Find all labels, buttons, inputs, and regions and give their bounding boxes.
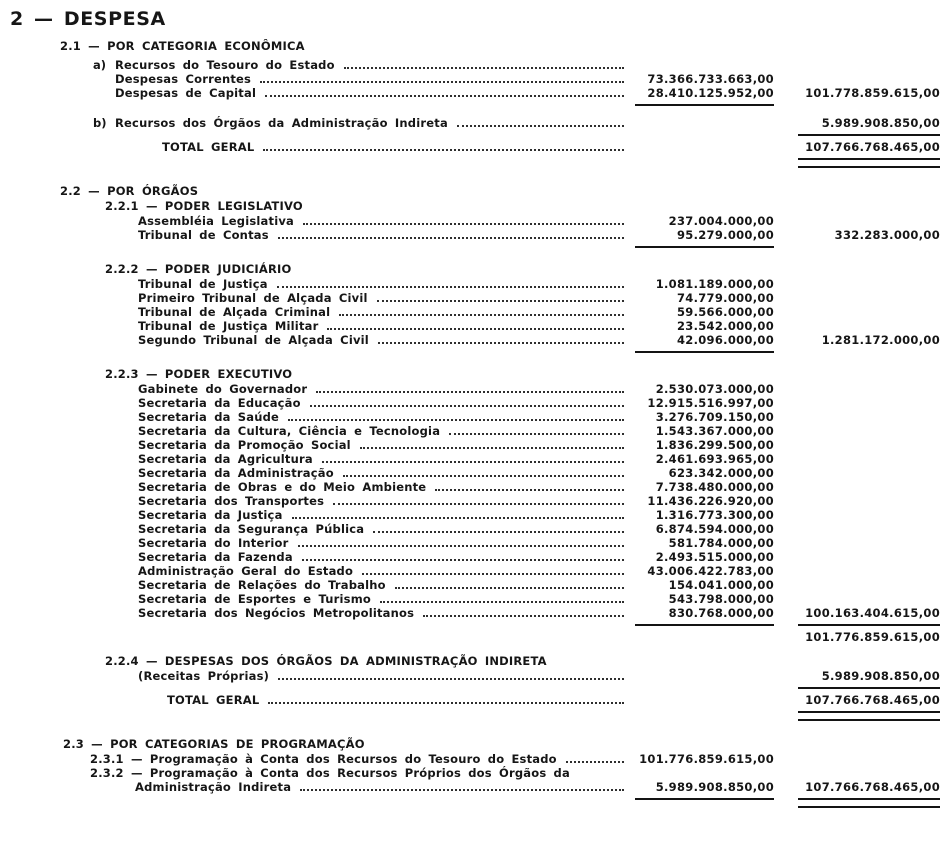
amount-col2: 1.281.172.000,00 (821, 333, 940, 347)
item-label: Secretaria de Esportes e Turismo (138, 592, 372, 606)
dotted-leader (300, 789, 624, 791)
dotted-leader (344, 67, 624, 69)
total-label: TOTAL GERAL (167, 693, 260, 707)
line-item (5, 72, 940, 86)
item-label: Secretaria da Educação (138, 396, 301, 410)
item-label: Secretaria dos Negócios Metropolitanos (138, 606, 415, 620)
amount-col2: 107.766.768.465,00 (805, 693, 940, 707)
amount-col1: 7.738.480.000,00 (655, 480, 774, 494)
sum-line-col2 (798, 134, 940, 136)
dotted-leader (343, 475, 624, 477)
amount-col1: 830.768.000,00 (668, 606, 774, 620)
subtotal-row (5, 630, 940, 644)
total-row (5, 140, 940, 154)
dotted-leader (362, 573, 624, 575)
sum-rule-row (5, 246, 940, 250)
line-item (5, 780, 940, 794)
line-item (5, 410, 940, 424)
line-item (5, 319, 940, 333)
line-item (5, 578, 940, 592)
dotted-leader (292, 517, 624, 519)
line-item (5, 58, 940, 72)
item-label: Secretaria da Justiça (138, 508, 283, 522)
line-item (5, 766, 940, 780)
line-item (5, 480, 940, 494)
line-item (5, 333, 940, 347)
dotted-leader (322, 461, 624, 463)
section-heading-label: 2.1 — POR CATEGORIA ECONÔMICA (60, 39, 305, 53)
subsection-heading-2-2-3 (5, 367, 940, 382)
amount-col2: 107.766.768.465,00 (805, 140, 940, 154)
item-label: Despesas de Capital (115, 86, 257, 100)
dotted-leader (277, 286, 624, 288)
sum-line-col2 (798, 711, 940, 713)
dotted-leader (298, 545, 625, 547)
section-heading-2-2 (5, 184, 940, 199)
line-item (5, 214, 940, 228)
amount-col1: 623.342.000,00 (668, 466, 774, 480)
item-marker: a) (93, 58, 107, 72)
item-label: Secretaria de Obras e do Meio Ambiente (138, 480, 427, 494)
line-item (5, 228, 940, 242)
item-label: 2.3.1 — Programação à Conta dos Recursos do Tesouro do Estado (90, 752, 557, 766)
sum-rule-row (5, 798, 940, 802)
amount-col1: 1.836.299.500,00 (655, 438, 774, 452)
amount-col1: 28.410.125.952,00 (647, 86, 774, 100)
line-item (5, 550, 940, 564)
sum-rule-row (5, 166, 940, 170)
line-item (5, 508, 940, 522)
line-item (5, 277, 940, 291)
sum-line-col1 (635, 798, 774, 800)
amount-col1: 11.436.226.920,00 (647, 494, 774, 508)
dotted-leader (449, 433, 624, 435)
dotted-leader (423, 615, 624, 617)
amount-col1: 1.543.367.000,00 (655, 424, 774, 438)
line-item (5, 564, 940, 578)
subsection-heading-2-2-2 (5, 262, 940, 277)
item-label: Tribunal de Justiça (138, 277, 268, 291)
sum-rule-row (5, 806, 940, 810)
dotted-leader (457, 125, 624, 127)
amount-col1: 2.461.693.965,00 (655, 452, 774, 466)
sum-line-col1 (635, 624, 774, 626)
line-item (5, 396, 940, 410)
subsection-heading-label: 2.2.2 — PODER JUDICIÁRIO (105, 262, 292, 276)
section-heading-2-1 (5, 39, 940, 54)
section-heading-2-3 (5, 737, 940, 752)
item-label: Secretaria do Interior (138, 536, 289, 550)
item-label: Recursos dos Órgãos da Administração Indireta (115, 116, 448, 130)
dotted-leader (303, 223, 624, 225)
amount-col2: 5.989.908.850,00 (821, 669, 940, 683)
item-label: Secretaria da Fazenda (138, 550, 293, 564)
amount-col1: 59.566.000,00 (676, 305, 774, 319)
dotted-leader (268, 702, 624, 704)
dotted-leader (316, 391, 624, 393)
line-item (5, 438, 940, 452)
page-title: 2 — DESPESA (10, 8, 166, 30)
amount-col1: 43.006.422.783,00 (647, 564, 774, 578)
amount-col2: 100.163.404.615,00 (805, 606, 940, 620)
amount-col1: 237.004.000,00 (668, 214, 774, 228)
amount-col1: 2.493.515.000,00 (655, 550, 774, 564)
item-label: Gabinete do Governador (138, 382, 308, 396)
item-label: Tribunal de Justiça Militar (138, 319, 319, 333)
dotted-leader (373, 531, 624, 533)
amount-col2: 332.283.000,00 (834, 228, 940, 242)
dotted-leader (333, 503, 624, 505)
item-label: Administração Indireta (135, 780, 292, 794)
line-item (5, 424, 940, 438)
sum-rule-row (5, 158, 940, 162)
total-row (5, 693, 940, 707)
item-label: Tribunal de Contas (138, 228, 269, 242)
sum-line-col2 (798, 624, 940, 626)
amount-col1: 154.041.000,00 (668, 578, 774, 592)
line-item (5, 291, 940, 305)
line-item (5, 382, 940, 396)
sum-line-col2 (798, 798, 940, 800)
item-label: Secretaria da Promoção Social (138, 438, 351, 452)
line-item (5, 86, 940, 100)
amount-col1: 23.542.000,00 (676, 319, 774, 333)
subsection-heading-2-2-1 (5, 199, 940, 214)
amount-col2: 101.778.859.615,00 (805, 86, 940, 100)
item-label: Assembléia Legislativa (138, 214, 294, 228)
amount-col1: 95.279.000,00 (676, 228, 774, 242)
line-item (5, 305, 940, 319)
item-label: Secretaria da Segurança Pública (138, 522, 365, 536)
subsection-heading-label: 2.2.3 — PODER EXECUTIVO (105, 367, 293, 381)
amount-col2: 5.989.908.850,00 (821, 116, 940, 130)
dotted-leader (288, 419, 624, 421)
line-item (5, 669, 940, 683)
dotted-leader (263, 149, 624, 151)
item-label: Tribunal de Alçada Criminal (138, 305, 331, 319)
line-item (5, 536, 940, 550)
amount-col1: 1.081.189.000,00 (655, 277, 774, 291)
sum-line-col2 (798, 806, 940, 808)
line-item (5, 752, 940, 766)
dotted-leader (278, 678, 624, 680)
total-label: TOTAL GERAL (162, 140, 255, 154)
item-label: Recursos do Tesouro do Estado (115, 58, 335, 72)
dotted-leader (339, 314, 624, 316)
dotted-leader (435, 489, 624, 491)
sum-rule-row (5, 104, 940, 108)
item-label: Administração Geral do Estado (138, 564, 354, 578)
item-label: Secretaria da Administração (138, 466, 334, 480)
sum-rule-row (5, 687, 940, 691)
item-label: Secretaria da Cultura, Ciência e Tecnologia (138, 424, 441, 438)
sum-line-col1 (635, 351, 774, 353)
dotted-leader (360, 447, 624, 449)
dotted-leader (302, 559, 624, 561)
item-label: Secretaria de Relações do Trabalho (138, 578, 386, 592)
line-item (5, 522, 940, 536)
dotted-leader (327, 328, 624, 330)
amount-col1: 12.915.516.997,00 (647, 396, 774, 410)
amount-col1: 5.989.908.850,00 (655, 780, 774, 794)
amount-col1: 73.366.733.663,00 (647, 72, 774, 86)
line-item (5, 452, 940, 466)
line-item (5, 592, 940, 606)
amount-col2: 101.776.859.615,00 (805, 630, 940, 644)
sum-line-col2 (798, 158, 940, 160)
sum-line-col2 (798, 719, 940, 721)
line-item (5, 116, 940, 130)
amount-col1: 543.798.000,00 (668, 592, 774, 606)
sum-line-col2 (798, 166, 940, 168)
item-marker: b) (93, 116, 107, 130)
subsection-heading-label: 2.2.4 — DESPESAS DOS ÓRGÃOS DA ADMINISTRAÇÃO INDIRETA (105, 654, 547, 668)
item-label: Secretaria dos Transportes (138, 494, 325, 508)
sum-line-col2 (798, 687, 940, 689)
line-item (5, 466, 940, 480)
amount-col1: 101.776.859.615,00 (639, 752, 774, 766)
section-heading-label: 2.3 — POR CATEGORIAS DE PROGRAMAÇÃO (63, 737, 365, 751)
amount-col2: 107.766.768.465,00 (805, 780, 940, 794)
item-label: Secretaria da Saúde (138, 410, 280, 424)
dotted-leader (377, 300, 624, 302)
section-heading-label: 2.2 — POR ÓRGÃOS (60, 184, 199, 198)
dotted-leader (395, 587, 624, 589)
amount-col1: 3.276.709.150,00 (655, 410, 774, 424)
amount-col1: 581.784.000,00 (668, 536, 774, 550)
sum-rule-row (5, 624, 940, 628)
sum-rule-row (5, 134, 940, 138)
amount-col1: 42.096.000,00 (676, 333, 774, 347)
subsection-heading-label: 2.2.1 — PODER LEGISLATIVO (105, 199, 303, 213)
dotted-leader (566, 761, 624, 763)
amount-col1: 2.530.073.000,00 (655, 382, 774, 396)
dotted-leader (260, 81, 624, 83)
item-label: Despesas Correntes (115, 72, 252, 86)
item-label: (Receitas Próprias) (138, 669, 270, 683)
sum-rule-row (5, 351, 940, 355)
sum-rule-row (5, 711, 940, 715)
amount-col1: 6.874.594.000,00 (655, 522, 774, 536)
sum-rule-row (5, 719, 940, 723)
line-item (5, 606, 940, 620)
item-label: Primeiro Tribunal de Alçada Civil (138, 291, 368, 305)
amount-col1: 74.779.000,00 (676, 291, 774, 305)
subsection-heading-2-2-4 (5, 654, 940, 669)
amount-col1: 1.316.773.300,00 (655, 508, 774, 522)
item-label: Secretaria da Agricultura (138, 452, 313, 466)
item-label: 2.3.2 — Programação à Conta dos Recursos Próprios dos Órgãos da (90, 766, 570, 780)
item-label: Segundo Tribunal de Alçada Civil (138, 333, 369, 347)
dotted-leader (380, 601, 624, 603)
dotted-leader (265, 95, 624, 97)
dotted-leader (278, 237, 624, 239)
line-item (5, 494, 940, 508)
dotted-leader (378, 342, 624, 344)
sum-line-col1 (635, 104, 774, 106)
dotted-leader (310, 405, 624, 407)
sum-line-col1 (635, 246, 774, 248)
